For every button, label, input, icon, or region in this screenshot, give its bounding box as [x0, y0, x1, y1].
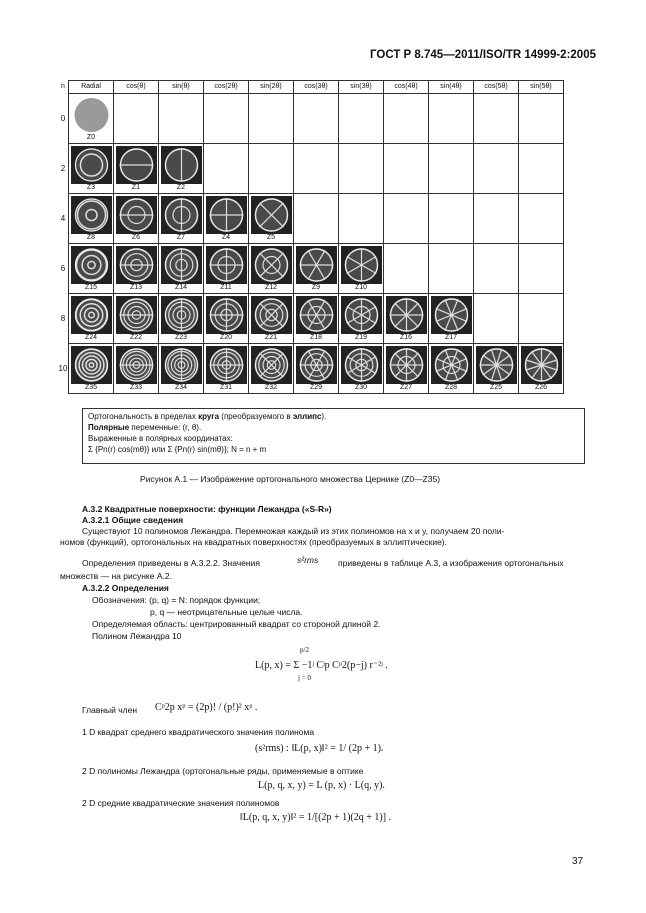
zernike-pattern-image — [71, 346, 112, 384]
zernike-label: Z13 — [129, 284, 143, 291]
paragraph-1a: Существуют 10 полиномов Лежандра. Перемножая каждый из этих полиномов на x и y, получаем 20 поли- — [82, 526, 505, 536]
table-cell — [159, 94, 204, 144]
table-cell — [384, 244, 429, 294]
note-text: ). — [321, 412, 327, 421]
zernike-label: Z6 — [131, 234, 141, 241]
table-cell — [339, 94, 384, 144]
zernike-label: Z3 — [86, 184, 96, 191]
zernike-label: Z4 — [221, 234, 231, 241]
table-row — [58, 144, 564, 194]
zernike-label: Z14 — [174, 284, 188, 291]
table-cell — [384, 294, 429, 344]
zernike-pattern-image — [251, 246, 292, 284]
table-cell — [339, 344, 384, 394]
zernike-label: Z23 — [174, 334, 188, 341]
table-cell — [519, 244, 564, 294]
row-order-n: 10 — [58, 344, 69, 394]
row-order-n: 2 — [58, 144, 69, 194]
table-cell — [429, 294, 474, 344]
table-cell — [69, 244, 114, 294]
zernike-label: Z31 — [219, 384, 233, 391]
zernike-pattern-image — [341, 346, 382, 384]
zernike-pattern-image — [161, 296, 202, 334]
table-cell — [294, 244, 339, 294]
paragraph-2b: приведены в таблице А.3, а изображения ортогональных — [338, 558, 564, 568]
sum-upper-limit: p/2 — [300, 646, 309, 654]
note-text: (преобразуемого в — [219, 412, 293, 421]
table-row — [58, 94, 564, 144]
note-text: переменные: (r, θ). — [129, 423, 202, 432]
zernike-pattern-image — [476, 346, 517, 384]
zernike-label: Z2 — [176, 184, 186, 191]
zernike-pattern-image — [386, 296, 427, 334]
table-cell — [114, 244, 159, 294]
table-cell — [159, 244, 204, 294]
note-box — [82, 408, 585, 464]
definition-1d: 1 D квадрат среднего квадратического значения полинома — [82, 727, 315, 737]
column-header: sin(2θ) — [249, 81, 294, 94]
column-header: cos(θ) — [114, 81, 159, 94]
zernike-pattern-image — [206, 346, 247, 384]
section-heading-a3221: А.3.2.1 Общие сведения — [82, 515, 184, 525]
column-header: sin(θ) — [159, 81, 204, 94]
table-cell — [249, 294, 294, 344]
table-cell — [339, 294, 384, 344]
zernike-pattern-image — [251, 296, 292, 334]
note-text: Ортогональность в пределах — [88, 412, 199, 421]
zernike-pattern-image — [71, 296, 112, 334]
note-line-1 — [88, 411, 579, 422]
table-cell — [204, 94, 249, 144]
table-cell — [519, 294, 564, 344]
zernike-pattern-image — [161, 246, 202, 284]
definition-3: Определяемая область: центрированный квадрат со стороной длиной 2. — [92, 619, 381, 629]
zernike-label: Z30 — [354, 384, 368, 391]
zernike-label: Z24 — [84, 334, 98, 341]
zernike-label: Z12 — [264, 284, 278, 291]
row-order-n: 4 — [58, 194, 69, 244]
zernike-label: Z20 — [219, 334, 233, 341]
table-cell — [384, 344, 429, 394]
table-cell — [474, 194, 519, 244]
n-header: n — [58, 81, 69, 94]
zernike-table — [58, 80, 564, 394]
zernike-pattern-image — [341, 246, 382, 284]
formula-1d-rms: (s²rms) : ‖L(p, x)‖² = 1/ (2p + 1). — [255, 743, 384, 754]
zernike-label: Z1 — [131, 184, 141, 191]
note-bold: круга — [198, 412, 220, 421]
note-line-4: Σ {Pn(r) cos(mθ)} или Σ {Pn(r) sin(mθ)}; N = n + m — [88, 445, 267, 454]
zernike-pattern-image — [116, 146, 157, 184]
zernike-label: Z11 — [220, 284, 232, 291]
zernike-label: Z22 — [129, 334, 143, 341]
row-order-n: 8 — [58, 294, 69, 344]
table-cell — [204, 194, 249, 244]
zernike-pattern-image — [296, 246, 337, 284]
table-cell — [114, 294, 159, 344]
zernike-pattern-image — [161, 346, 202, 384]
table-cell — [429, 144, 474, 194]
zernike-label: Z19 — [354, 334, 368, 341]
note-line-2 — [88, 422, 579, 433]
zernike-label: Z33 — [129, 384, 143, 391]
zernike-pattern-image — [431, 346, 472, 384]
table-cell — [159, 194, 204, 244]
zernike-pattern-image — [116, 296, 157, 334]
s-rms-symbol: s²rms — [297, 555, 319, 565]
table-cell — [519, 144, 564, 194]
table-cell — [249, 244, 294, 294]
zernike-pattern-image — [71, 146, 112, 184]
table-cell — [294, 294, 339, 344]
zernike-pattern-image — [161, 196, 202, 234]
zernike-pattern-image — [341, 296, 382, 334]
table-cell — [159, 344, 204, 394]
zernike-label: Z18 — [309, 334, 323, 341]
table-cell — [204, 244, 249, 294]
table-cell — [519, 194, 564, 244]
table-cell — [204, 294, 249, 344]
table-cell — [114, 94, 159, 144]
zernike-label: Z34 — [174, 384, 188, 391]
section-heading-a322: А.3.2 Квадратные поверхности: функции Лежандра («S-R») — [82, 504, 332, 514]
sum-lower-limit: j = 0 — [298, 674, 311, 682]
row-order-n: 6 — [58, 244, 69, 294]
table-cell — [69, 344, 114, 394]
table-cell — [339, 244, 384, 294]
table-cell — [429, 194, 474, 244]
table-cell — [429, 244, 474, 294]
table-cell — [294, 344, 339, 394]
zernike-pattern-image — [296, 346, 337, 384]
table-cell — [114, 194, 159, 244]
zernike-label: Z28 — [444, 384, 458, 391]
table-cell — [249, 144, 294, 194]
definition-1: Обозначения: (p, q) = N: порядок функции; — [92, 595, 261, 605]
table-row — [58, 344, 564, 394]
zernike-pattern-image — [116, 196, 157, 234]
zernike-pattern-image — [431, 296, 472, 334]
table-cell — [114, 144, 159, 194]
table-cell — [384, 194, 429, 244]
column-header: cos(5θ) — [474, 81, 519, 94]
table-cell — [69, 94, 114, 144]
paragraph-2a: Определения приведены в А.3.2.2. Значения — [82, 558, 260, 568]
zernike-label: Z21 — [264, 334, 278, 341]
table-cell — [114, 344, 159, 394]
column-header: sin(4θ) — [429, 81, 474, 94]
zernike-label: Z8 — [86, 234, 96, 241]
table-cell — [384, 94, 429, 144]
table-cell — [474, 144, 519, 194]
column-header: cos(3θ) — [294, 81, 339, 94]
zernike-pattern-image — [251, 196, 292, 234]
page-number: 37 — [572, 856, 584, 867]
table-cell — [69, 144, 114, 194]
table-cell — [159, 144, 204, 194]
paragraph-2c: множеств — на рисунке А.2. — [60, 571, 172, 581]
table-cell — [474, 244, 519, 294]
zernike-label: Z7 — [176, 234, 186, 241]
zernike-label: Z27 — [399, 384, 413, 391]
table-cell — [519, 94, 564, 144]
table-cell — [69, 194, 114, 244]
column-header: cos(4θ) — [384, 81, 429, 94]
note-line-3: Выраженные в полярных координатах: — [88, 434, 233, 443]
formula-legendre: L(p, x) = Σ −1ʲ Cʲp Cᵖ2(p−j) r⁻²ʲ . — [255, 660, 388, 671]
table-cell — [249, 344, 294, 394]
column-header: sin(5θ) — [519, 81, 564, 94]
document-header: ГОСТ Р 8.745—2011/ISO/TR 14999-2:2005 — [370, 49, 596, 61]
zernike-label: Z9 — [311, 284, 321, 291]
table-cell — [339, 194, 384, 244]
zernike-label: Z35 — [84, 384, 98, 391]
table-row — [58, 294, 564, 344]
zernike-label: Z32 — [264, 384, 278, 391]
definition-2d-rms: 2 D средние квадратические значения полиномов — [82, 798, 280, 808]
table-cell — [204, 144, 249, 194]
formula-2d-rms: ‖L(p, q, x, y)‖² = 1/[(2p + 1)(2q + 1)] . — [240, 812, 392, 823]
note-bold: эллипс — [292, 412, 322, 421]
zernike-label: Z25 — [489, 384, 503, 391]
zernike-pattern-image — [206, 296, 247, 334]
row-order-n: 0 — [58, 94, 69, 144]
note-bold: Полярные — [88, 423, 130, 432]
table-cell — [519, 344, 564, 394]
table-cell — [204, 344, 249, 394]
table-cell — [339, 144, 384, 194]
table-cell — [294, 144, 339, 194]
table-cell — [249, 194, 294, 244]
column-header: sin(3θ) — [339, 81, 384, 94]
column-header: Radial — [69, 81, 114, 94]
figure-caption: Рисунок А.1 — Изображение ортогонального множества Цернике (Z0—Z35) — [140, 474, 441, 484]
zernike-pattern-image — [116, 346, 157, 384]
table-cell — [474, 94, 519, 144]
zernike-pattern-image — [116, 246, 157, 284]
zernike-label: Z26 — [534, 384, 548, 391]
formula-leading-term: Cᵖ2p xᵖ = (2p)! / (p!)² xᵖ . — [155, 702, 258, 713]
table-row — [58, 244, 564, 294]
zernike-pattern-image — [71, 196, 112, 234]
zernike-pattern-image — [206, 246, 247, 284]
zernike-pattern-image — [386, 346, 427, 384]
paragraph-1b: номов (функций), ортогональных на квадратных поверхностях (преобразуемых в эллиптические). — [60, 537, 447, 547]
zernike-pattern-image — [206, 196, 247, 234]
formula-2d-product: L(p, q, x, y) = L (p, x) · L(q, y). — [258, 780, 385, 791]
column-header: cos(2θ) — [204, 81, 249, 94]
table-cell — [474, 294, 519, 344]
table-cell — [249, 94, 294, 144]
leading-term-label: Главный член — [82, 705, 138, 715]
zernike-pattern-image — [161, 146, 202, 184]
zernike-pattern-image — [71, 96, 112, 134]
zernike-label: Z15 — [84, 284, 98, 291]
table-cell — [69, 294, 114, 344]
zernike-label: Z10 — [354, 284, 368, 291]
zernike-label: Z16 — [399, 334, 413, 341]
definition-2d: 2 D полиномы Лежандра (ортогональные ряды, применяемые в оптике — [82, 766, 364, 776]
zernike-pattern-image — [296, 296, 337, 334]
table-cell — [384, 144, 429, 194]
zernike-pattern-image — [521, 346, 562, 384]
table-cell — [429, 94, 474, 144]
zernike-label: Z5 — [266, 234, 276, 241]
table-cell — [294, 194, 339, 244]
zernike-pattern-image — [71, 246, 112, 284]
table-cell — [474, 344, 519, 394]
definition-2: p, q — неотрицательные целые числа. — [150, 607, 303, 617]
zernike-label: Z0 — [86, 134, 96, 141]
zernike-pattern-image — [251, 346, 292, 384]
table-row — [58, 194, 564, 244]
section-heading-a3222: А.3.2.2 Определения — [82, 583, 169, 593]
table-cell — [294, 94, 339, 144]
table-cell — [429, 344, 474, 394]
zernike-label: Z17 — [444, 334, 458, 341]
definition-4: Полином Лежандра 10 — [92, 631, 182, 641]
zernike-label: Z29 — [309, 384, 323, 391]
table-cell — [159, 294, 204, 344]
